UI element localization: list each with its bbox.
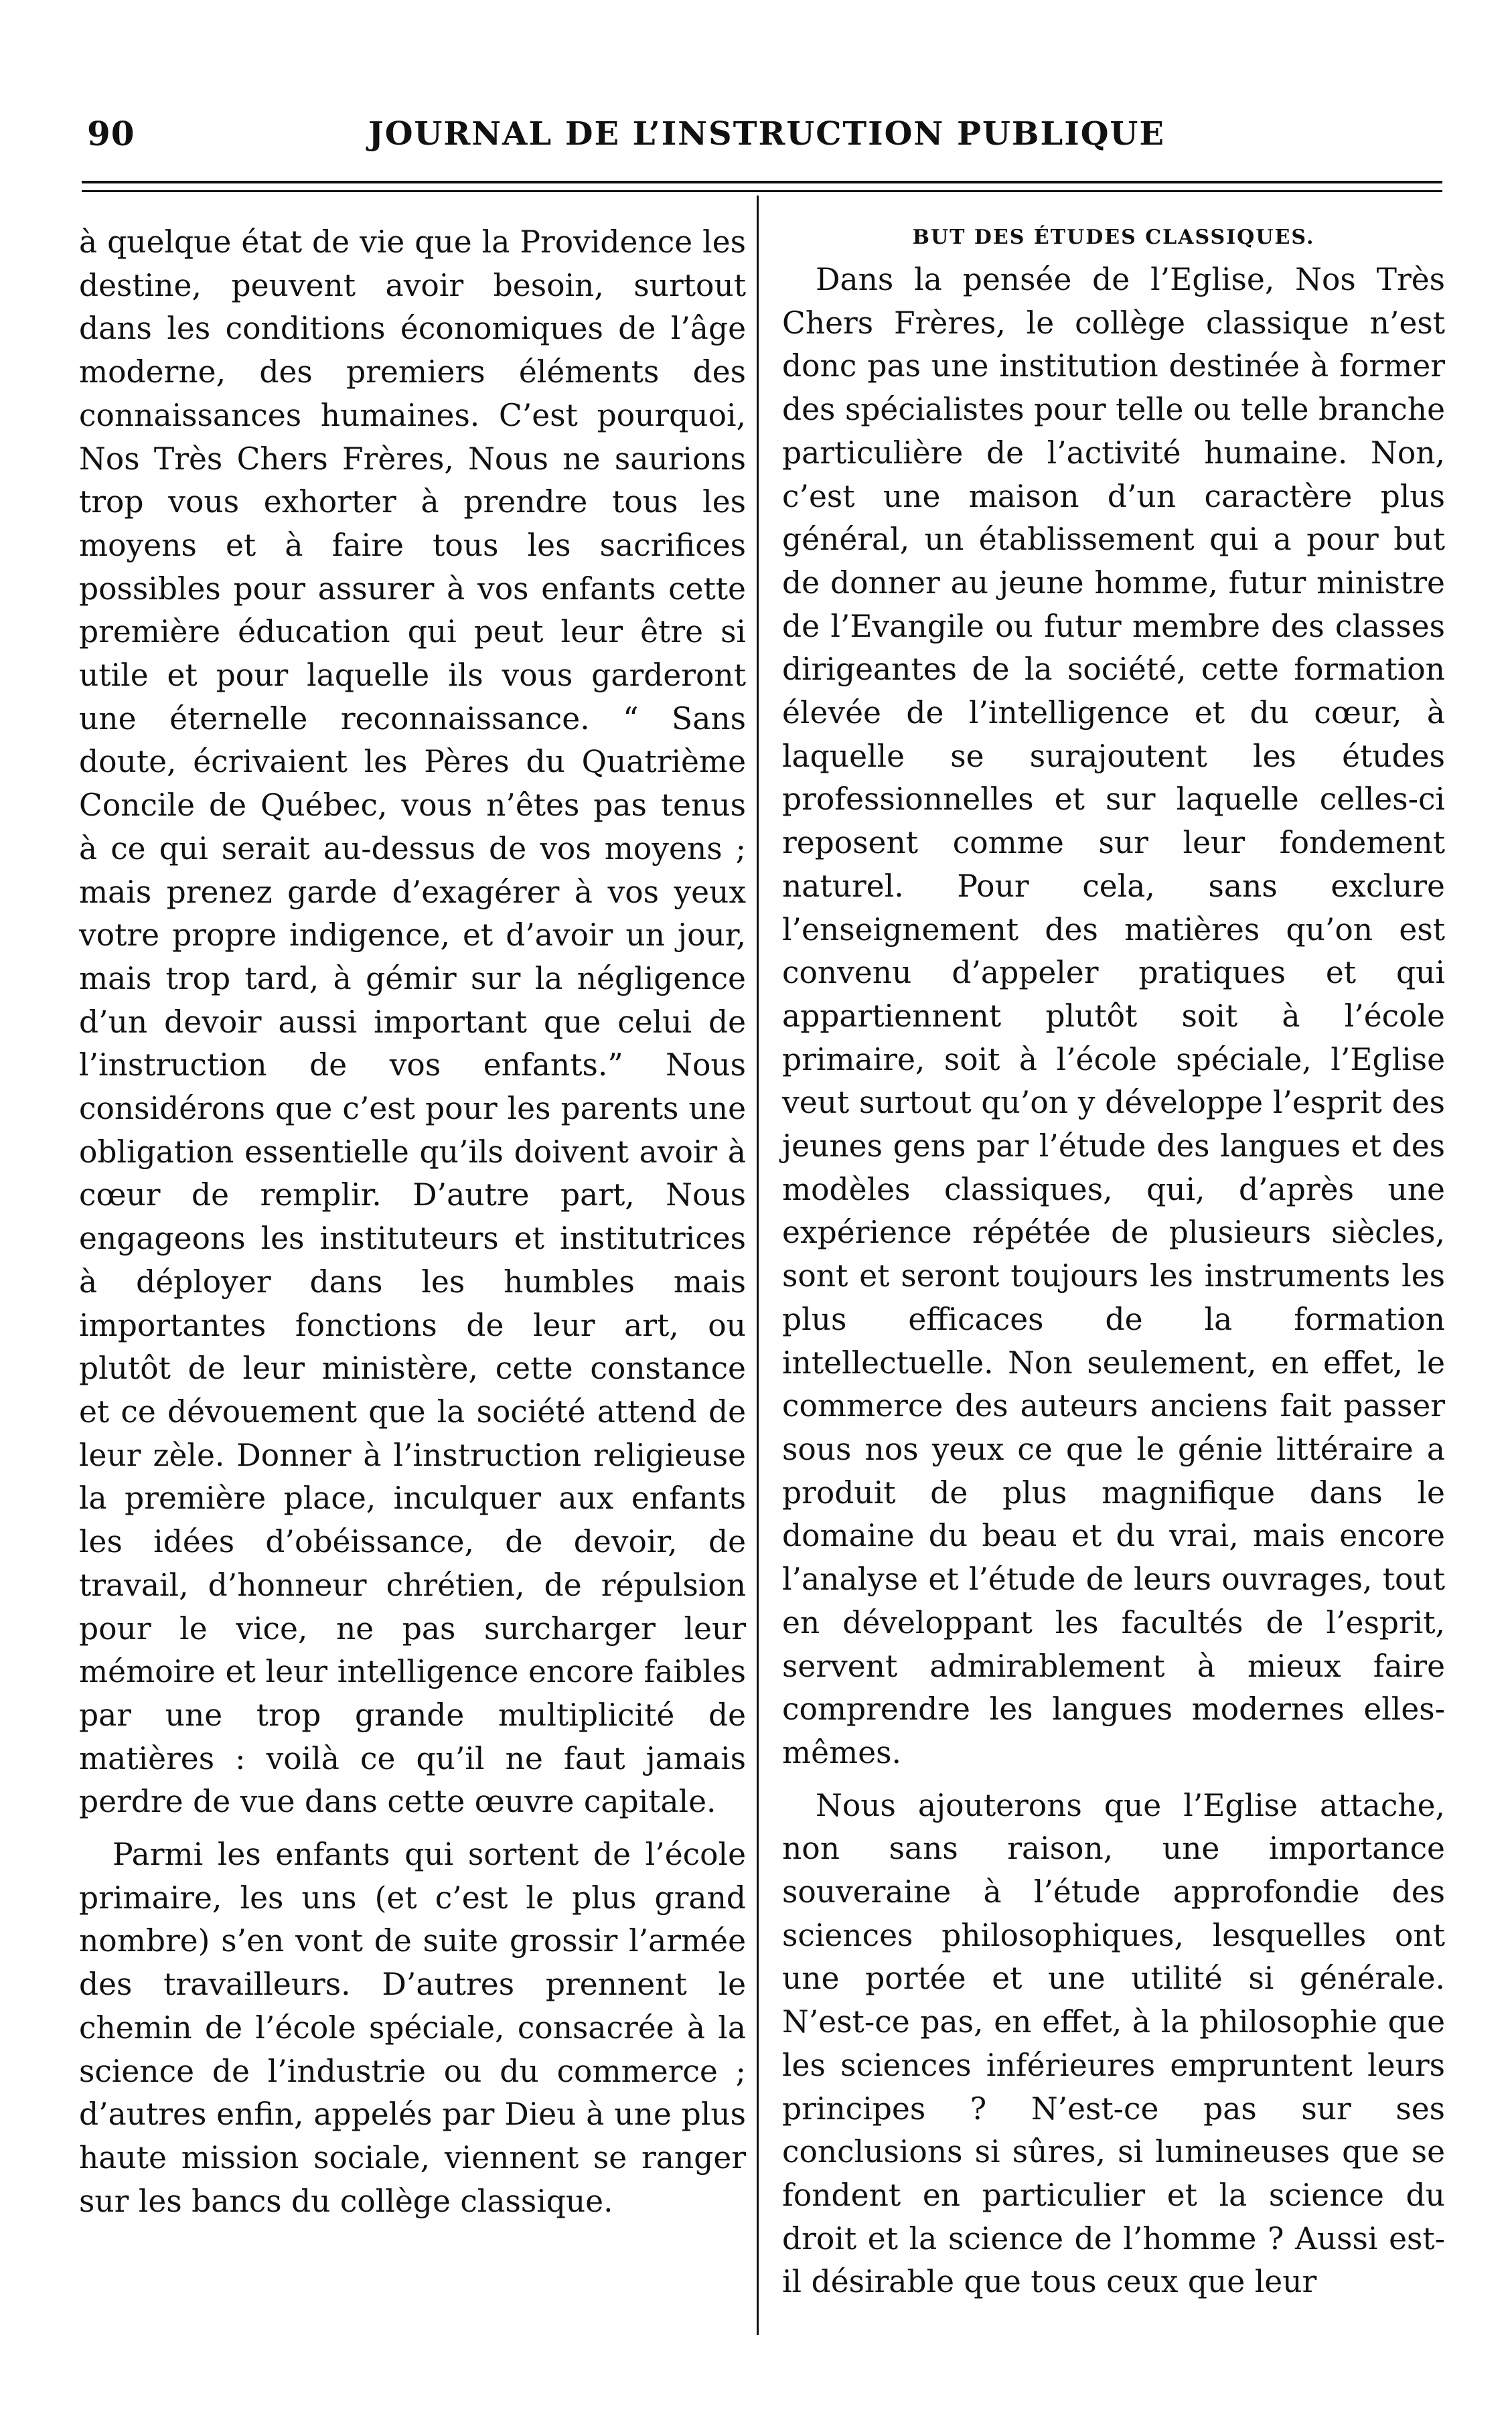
left-column xyxy=(79,221,746,2223)
left-paragraph-2: Parmi les enfants qui sortent de l’école primaire, les uns (et c’est le plus grand nombre) s’en vont de suite grossir l’armée des travailleurs. D’autres prennent le chemin de l’école spéciale, consacrée à la science de l’industrie ou du commerce ; d’autres enfin, appelés par Dieu à une plus haute mission sociale, viennent se ranger sur les bancs du collège classique. xyxy=(79,1837,746,2219)
journal-title: JOURNAL DE L’INSTRUCTION PUBLIQUE xyxy=(368,115,1165,153)
section-title: BUT DES ÉTUDES CLASSIQUES. xyxy=(912,226,1315,249)
column-divider xyxy=(757,196,759,2335)
right-paragraph-1: Dans la pensée de l’Eglise, Nos Très Chers Frères, le collège classique n’est donc pas une institution destinée à former des spécialistes pour telle ou telle branche particulière de l’activité humaine. Non, c’est une maison d’un caractère plus général, un établissement qui a pour but de donner au jeune homme, futur ministre de l’Evangile ou futur membre des classes dirigeantes de la société, cette formation élevée de l’intelligence et du cœur, à laquelle se surajoutent les études professionnelles et sur laquelle celles-ci reposent comme sur leur fondement naturel. Pour cela, sans exclure l’enseignement des matières qu’on est convenu d’appeler pratiques et qui appartiennent plutôt soit à l’école primaire, soit à l’école spéciale, l’Eglise veut surtout qu’on y développe l’esprit des jeunes gens par l’étude des langues et des modèles classiques, qui, d’après une expérience répétée de plusieurs siècles, sont et seront toujours les instruments les plus efficaces de la formation intellectuelle. Non seulement, en effet, le commerce des auteurs anciens fait passer sous nos yeux ce que le génie littéraire a produit de plus magnifique dans le domaine du beau et du vrai, mais encore l’analyse et l’étude de leurs ouvrages, tout en développant les facultés de l’esprit, servent admirablement à mieux faire comprendre les langues modernes elles-mêmes. xyxy=(782,262,1445,1770)
page-header xyxy=(80,100,1440,161)
header-rule xyxy=(82,181,1442,183)
right-column xyxy=(782,221,1445,2304)
page-number: 90 xyxy=(87,114,135,153)
left-paragraph-1: à quelque état de vie que la Providence les destine, peuvent avoir besoin, surtout dans les conditions économiques de l’âge moderne, des premiers éléments des connaissances humaines. C’est pourquoi, Nos Très Chers Frères, Nous ne saurions trop vous exhorter à prendre tous les moyens et à faire tous les sacrifices possibles pour assurer à vos enfants cette première éducation qui peut leur être si utile et pour laquelle ils vous garderont une éternelle reconnaissance. “ Sans doute, écrivaient les Pères du Quatrième Concile de Québec, vous n’êtes pas tenus à ce qui serait au-dessus de vos moyens ; mais prenez garde d’exagérer à vos yeux votre propre indigence, et d’avoir un jour, mais trop tard, à gémir sur la négligence d’un devoir aussi important que celui de l’instruction de vos enfants.” Nous considérons que c’est pour les parents une obligation essentielle qu’ils doivent avoir à cœur de remplir. D’autre part, Nous engageons les instituteurs et institutrices à déployer dans les humbles mais importantes fonctions de leur art, ou plutôt de leur ministère, cette constance et ce dévouement que la société attend de leur zèle. Donner à l’instruction religieuse la première place, inculquer aux enfants les idées d’obéissance, de devoir, de travail, d’honneur chrétien, de répulsion pour le vice, ne pas surcharger leur mémoire et leur intelligence encore faibles par une trop grande multiplicité de matières : voilà ce qu’il ne faut jamais perdre de vue dans cette œuvre capitale. xyxy=(79,224,746,1820)
header-rule-secondary xyxy=(82,190,1442,192)
right-paragraph-2: Nous ajouterons que l’Eglise attache, non sans raison, une importance souveraine à l’étude approfondie des sciences philosophiques, lesquelles ont une portée et une utilité si générale. N’est-ce pas, en effet, à la philosophie que les sciences inférieures empruntent leurs principes ? N’est-ce pas sur ses conclusions si sûres, si lumineuses que se fondent en particulier et la science du droit et la science de l’homme ? Aussi est-il désirable que tous ceux que leur xyxy=(782,1787,1445,2300)
